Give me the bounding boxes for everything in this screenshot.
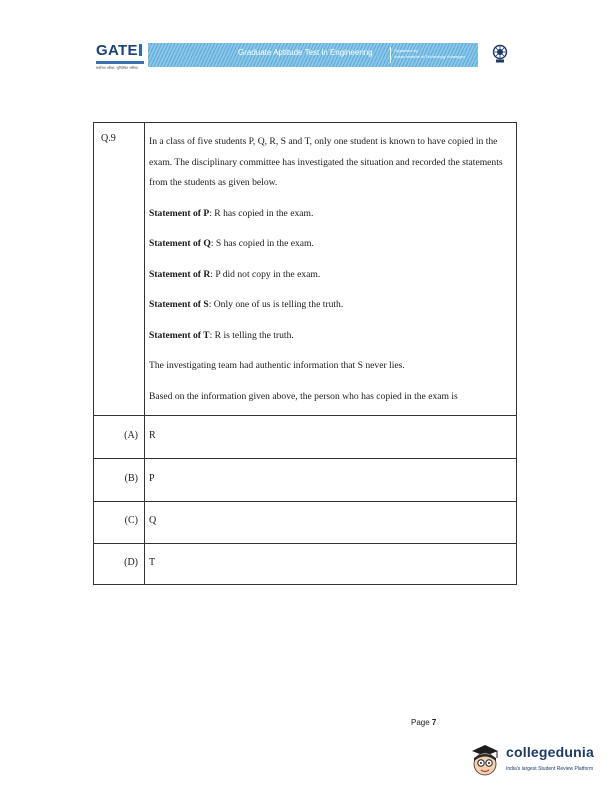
statement-q [149,234,513,255]
collegedunia-tagline: India's largest Student Review Platform [506,766,594,772]
column-divider [144,123,145,584]
statement-text: : R has copied in the exam. [209,207,314,219]
option-c-label: (C) [124,515,138,526]
question-body [149,132,513,407]
statement-text: : P did not copy in the exam. [210,268,321,280]
statement-text: : Only one of us is telling the truth. [208,299,344,310]
header-divider [390,47,391,63]
header-organizer-label: Organised by [394,48,418,53]
statement-label: Statement of T [149,329,210,341]
option-b-text: P [149,473,155,484]
statement-label: Statement of Q [149,238,211,249]
statement-t [149,326,513,347]
gate-logo-underline [96,61,144,64]
collegedunia-mascot-icon [468,742,502,778]
statement-p [149,204,513,225]
question-prompt: Based on the information given above, the person who has copied in the exam is [149,390,458,402]
gate-logo [96,42,142,59]
collegedunia-brand: collegedunia [506,744,594,760]
gate-logo-text: GATE [96,42,138,59]
question-table [93,122,517,585]
statement-text: : R is telling the truth. [209,329,294,341]
page-label: Page [411,718,430,727]
header-organizer-name: Indian Institute of Technology Kharagpur [394,54,466,59]
header-title: Graduate Aptitude Test in Engineering [238,48,373,57]
question-number: Q.9 [101,133,116,144]
option-d-text: T [149,557,156,568]
header-banner [148,43,478,67]
option-d-label: (D) [124,557,138,568]
statement-label: Statement of R [149,268,211,280]
option-a-text: R [149,430,156,441]
collegedunia-watermark [468,740,608,782]
page-header [96,40,516,72]
statement-label: Statement of P [149,207,210,219]
option-a-label: (A) [124,430,138,441]
statement-text: : S has copied in the exam. [210,238,314,249]
question-intro: In a class of five students P, Q, R, S and T, only one student is known to have copied in the exam. The disciplinary committee has investigated the situation and recorded the statements from the students as given below. [149,136,503,188]
option-c-text: Q [149,515,157,526]
statement-label: Statement of S [149,299,209,310]
iit-emblem-icon [492,44,508,64]
page-number-value: 7 [431,718,437,727]
row-divider [94,543,516,544]
row-divider [94,458,516,459]
question-info: The investigating team had authentic information that S never lies. [149,360,405,371]
statement-r [149,265,513,286]
row-divider [94,415,516,416]
option-b-label: (B) [124,473,138,484]
gate-logo-tagline: सर्वोत्तम परीक्षा, सुनिश्चित भविष्य [96,66,138,70]
row-divider [94,501,516,502]
statement-s [149,295,513,316]
page-number [411,718,436,727]
